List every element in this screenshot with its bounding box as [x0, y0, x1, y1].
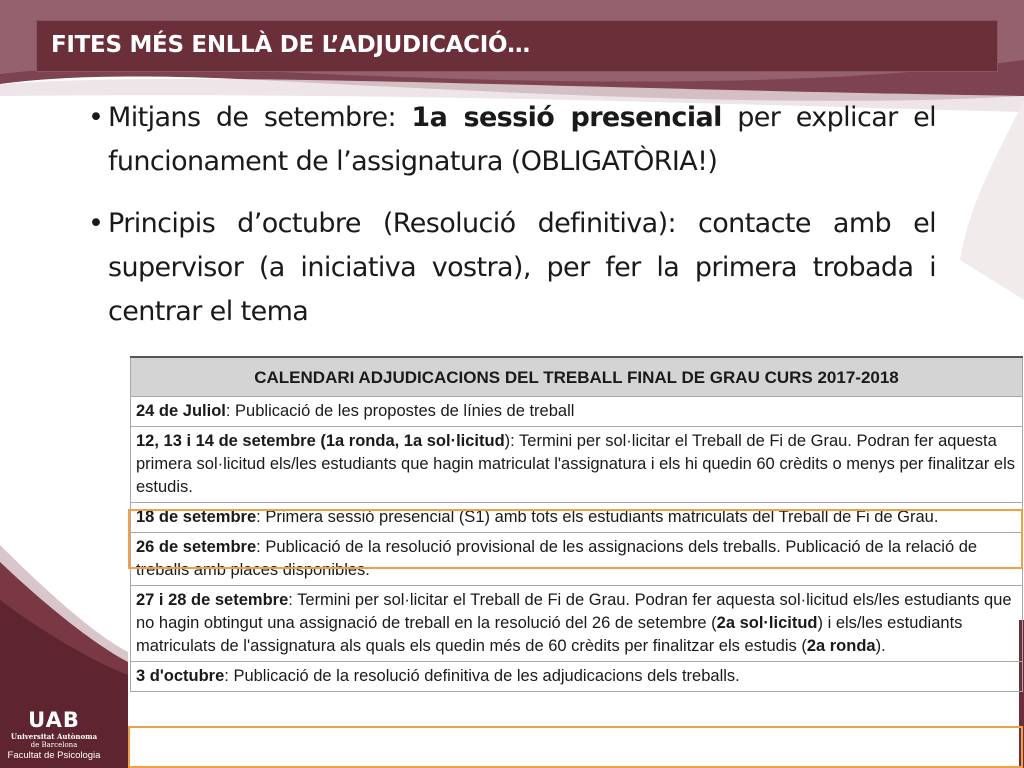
table-cell: [131, 427, 1023, 503]
table-row: [131, 397, 1023, 427]
logo-faculty: Facultat de Psicologia: [7, 750, 101, 761]
slide-title: FITES MÉS ENLLÀ DE L’ADJUDICACIÓ…: [51, 32, 530, 58]
bullet-text: Mitjans de setembre:: [108, 102, 412, 133]
calendar-table: [130, 356, 1023, 692]
cell-bold-text: 27 i 28 de setembre: [136, 591, 289, 609]
cell-text: ): Termini per sol·licitar el Treball de Fi de Grau. Podran fer aquesta primera sol·licitud els/les estudiants que hagin matriculat l'assignatura i els hi quedin 60 crèdits o menys per finalitzar els estudis.: [136, 432, 1015, 496]
bullet-list: [88, 96, 936, 334]
bullet-dot: •: [88, 102, 104, 133]
cell-bold-text: 26 de setembre: [136, 538, 257, 556]
bullet-text: Principis d’octubre (Resolució definitiva): contacte amb el supervisor (a iniciativa vostra), per fer la primera trobada i centrar el tema: [108, 208, 936, 327]
cell-text: ) i els/les estudiants matriculats de l'assignatura als quals els quedin més de 60 crèdits per finalitzar els estudis (: [136, 614, 963, 655]
cell-bold-text: 2a ronda: [806, 637, 876, 655]
cell-bold-text: 2a sol·licitud: [716, 614, 818, 632]
table-row: [131, 586, 1023, 662]
cell-text: : Publicació de les propostes de línies de treball: [225, 402, 575, 420]
bullet-item: [88, 202, 936, 334]
cell-bold-text: 24 de Juliol: [136, 402, 226, 420]
cell-text: : Publicació de la resolució definitiva de les adjudicacions dels treballs.: [224, 667, 740, 685]
table-row: [131, 427, 1023, 503]
bullet-text: per explicar el funcionament de l’assignatura (OBLIGATÒRIA!): [108, 102, 936, 177]
table-cell: [131, 533, 1023, 586]
bullet-item: [88, 96, 936, 184]
cell-text: : Primera sessió presencial (S1) amb tots els estudiants matriculats del Treball de Fi de Grau.: [256, 508, 939, 526]
table-header-row: [131, 357, 1023, 397]
title-bar: [36, 20, 998, 72]
table-cell: [131, 503, 1023, 533]
table-row: [131, 662, 1023, 692]
table-header: CALENDARI ADJUDICACIONS DEL TREBALL FINAL DE GRAU CURS 2017-2018: [131, 357, 1023, 397]
cell-text: : Publicació de la resolució provisional de les assignacions dels treballs. Publicació de la relació de treballs amb places disponibles.: [136, 538, 978, 579]
cell-text: : Termini per sol·licitar el Treball de Fi de Grau. Podran fer aquesta sol·licitud els/les estudiants que no hagin obtingut una assignació de treball en la resolució del 26 de setembre (: [136, 591, 1012, 632]
cell-text: ).: [875, 637, 886, 655]
logo-city: de Barcelona: [30, 741, 78, 749]
cell-bold-text: 18 de setembre: [136, 508, 257, 526]
bullet-bold-text: 1a sessió presencial: [411, 102, 722, 133]
logo-university: Universitat Autònoma: [10, 732, 98, 741]
uab-logo: [0, 700, 108, 768]
table-row: [131, 533, 1023, 586]
logo-mark: UAB: [28, 708, 80, 732]
table-cell: [131, 397, 1023, 427]
table-cell: [131, 586, 1023, 662]
bullet-dot: •: [88, 208, 104, 239]
cell-bold-text: 12, 13 i 14 de setembre (1a ronda, 1a sol·licitud: [136, 432, 505, 450]
table-row: [131, 503, 1023, 533]
table-cell: [131, 662, 1023, 692]
cell-bold-text: 3 d'octubre: [136, 667, 225, 685]
